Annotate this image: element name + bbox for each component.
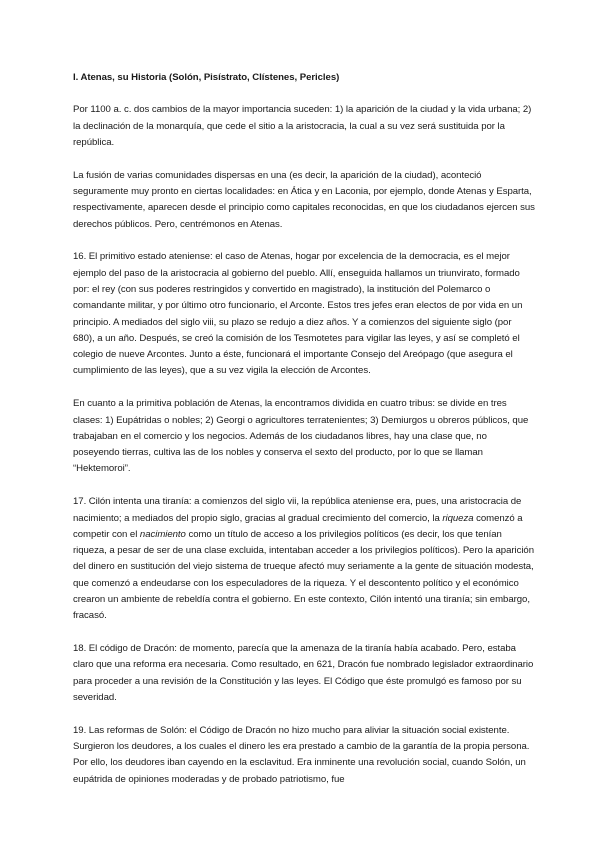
paragraph-cilon-part-a: 17. Cilón intenta una tiranía: a comienzos del siglo vii, la república ateniense era, pues, una aristocracia de nacimiento; a mediados del propio siglo, gracias al gradual crecimiento del comercio, la bbox=[73, 496, 522, 524]
section-heading: I. Atenas, su Historia (Solón, Pisístrato, Clístenes, Pericles) bbox=[73, 72, 340, 83]
paragraph-primitive-state: 16. El primitivo estado ateniense: el caso de Atenas, hogar por excelencia de la democracia, es el mejor ejemplo del paso de la aristocracia al gobierno del pueblo. Allí, enseguida hallamos un triunvirato, formado por: el rey (con sus poderes restringidos y convertido en magistrado), la institución del Polemarco o comandante militar, y por último otro funcionario, el Arconte. Estos tres jefes eran electos de por vida en un principio. A mediados del siglo viii, su plazo se redujo a diez años. Y a comienzos del siguiente siglo (por 680), a un año. Después, se creó la comisión de los Tesmotetes para vigilar las leyes, y así se completó el colegio de nueve Arcontes. Junto a éste, funcionará el importante Consejo del Areópago (que asegura el cumplimiento de las leyes), que a su vez vigila la elección de Arcontes. bbox=[73, 251, 523, 377]
paragraph-intro: Por 1100 a. c. dos cambios de la mayor importancia suceden: 1) la aparición de la ciudad y la vida urbana; 2) la declinación de la monarquía, que cede el sitio a la aristocracia, la cual a su vez será sustituida por la república. bbox=[73, 104, 532, 148]
paragraph-cilon bbox=[73, 494, 535, 624]
paragraph-city-fusion: La fusión de varias comunidades dispersas en una (es decir, la aparición de la ciudad), aconteció seguramente muy pronto en ciertas localidades: en Ática y en Laconia, por ejemplo, donde Atenas y Esparta, respectivamente, aparecen desde el principio como capitales reconocidas, en que los ciudadanos ejercen sus derechos públicos. Pero, centrémonos en Atenas. bbox=[73, 169, 535, 230]
paragraph-solon: 19. Las reformas de Solón: el Código de Dracón no hizo mucho para aliviar la situación social existente. Surgieron los deudores, a los cuales el dinero les era prestado a cambio de la garantía de la propia persona. Por ello, los deudores iban cayendo en la esclavitud. Era inminente una revolución social, cuando Solón, un eupátrida de opiniones moderadas y de probado patriotismo, fue bbox=[73, 724, 530, 785]
paragraph-cilon-emphasis-riqueza: riqueza bbox=[442, 512, 474, 524]
document-page bbox=[73, 70, 535, 788]
paragraph-cilon-part-c: como un título de acceso a los privilegios políticos (es decir, los que tenían riqueza, a pesar de ser de una clase excluida, intentaban acceder a los privilegios políticos). Pero la aparición del dinero en sustitución del viejo sistema de trueque afectó muy seriamente a la gente de situación modesta, que comenzó a endeudarse con los especuladores de la riqueza. Y el descontento político y el económico crearon un ambiente de rebeldía contra el gobierno. En este contexto, Cilón intentó una tiranía; sin embargo, fracasó. bbox=[73, 528, 534, 622]
paragraph-cilon-part-b: comenzó a competir con el bbox=[73, 512, 523, 540]
paragraph-dracon: 18. El código de Dracón: de momento, parecía que la amenaza de la tiranía había acabado. Pero, estaba claro que una reforma era necesaria. Como resultado, en 621, Dracón fue nombrado legislador extraordinario para proceder a una revisión de la Constitución y las leyes. El Código que éste promulgó es famoso por su severidad. bbox=[73, 643, 534, 703]
paragraph-population: En cuanto a la primitiva población de Atenas, la encontramos dividida en cuatro tribus: se divide en tres clases: 1) Eupátridas o nobles; 2) Georgi o agricultores terratenientes; 3) Demiurgos u obreros públicos, que trabajaban en el comercio y los negocios. Además de los ciudadanos libres, hay una clase que, no poseyendo tierras, cultiva las de los nobles y conserva el sexto del producto, por lo que se llaman “Hektemoroi”. bbox=[73, 398, 529, 475]
paragraph-cilon-emphasis-nacimiento: nacimiento bbox=[139, 528, 186, 540]
